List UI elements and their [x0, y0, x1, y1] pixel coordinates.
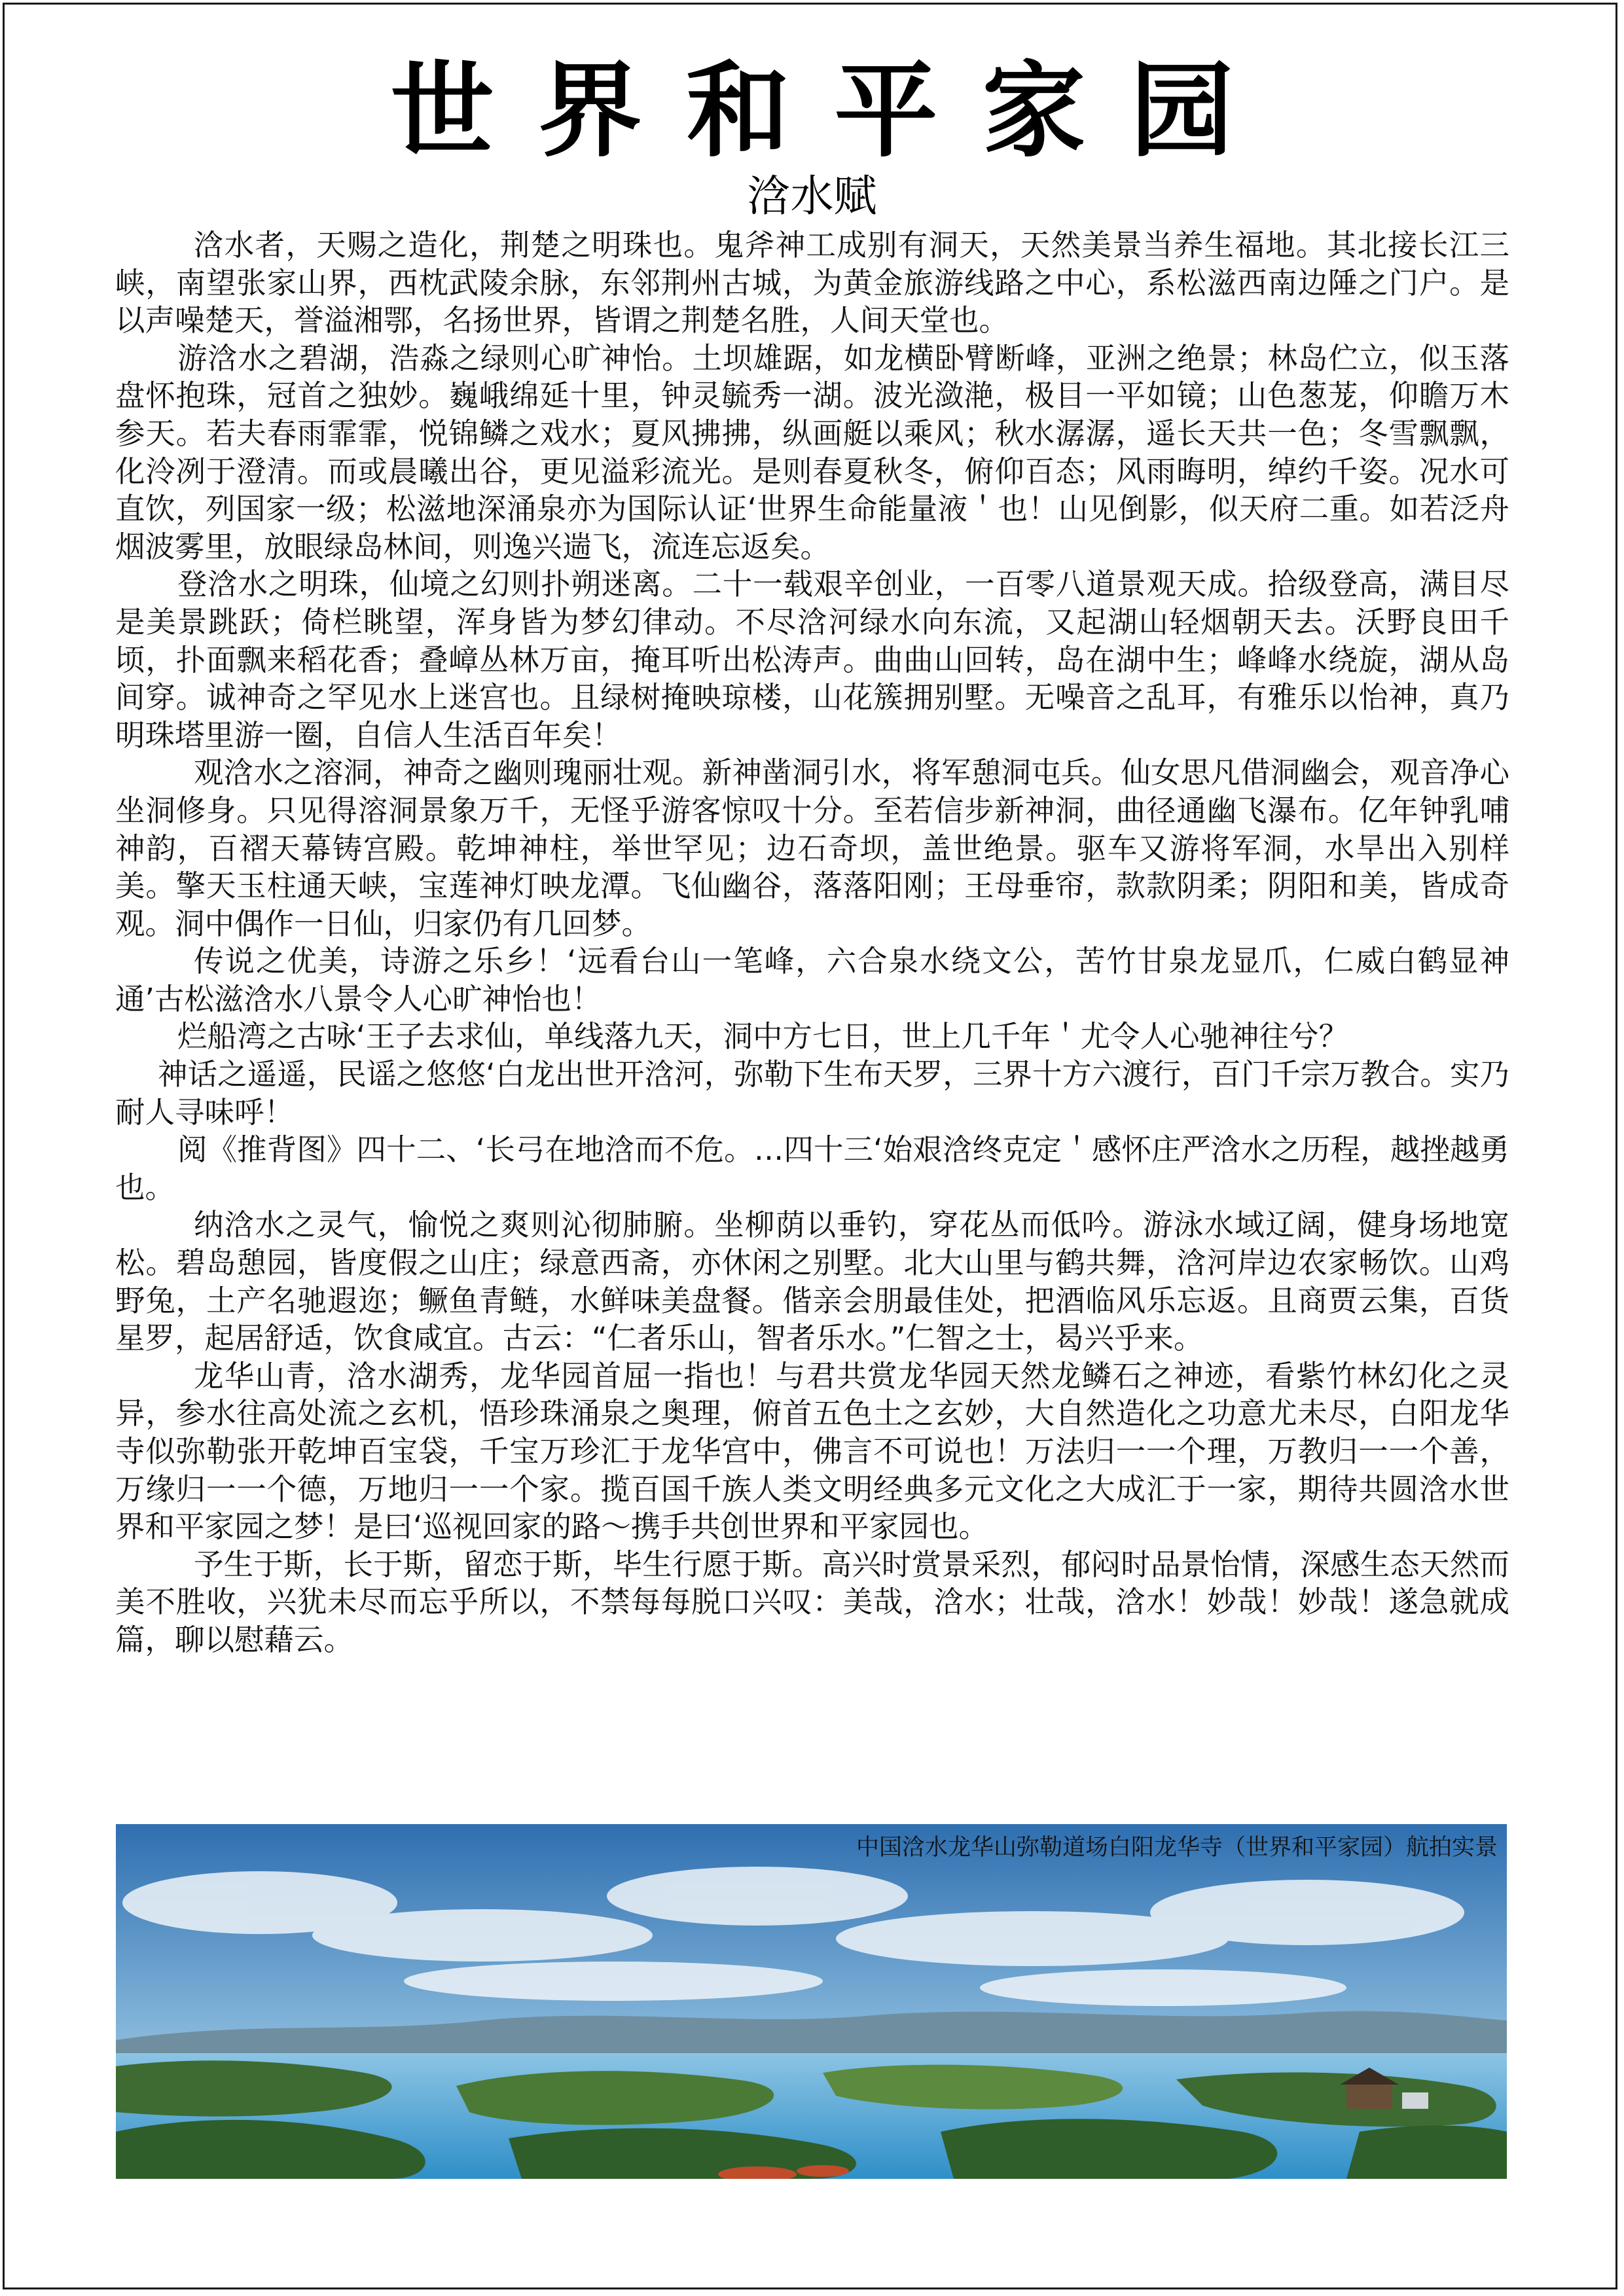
- essay-paragraph: 游浛水之碧湖，浩淼之绿则心旷神怡。土坝雄踞，如龙横卧臂断峰，亚洲之绝景；林岛伫立，似玉落盘怀抱珠，冠首之独妙。巍峨绵延十里，钟灵毓秀一湖。波光潋滟，极目一平如镜；山色葱茏，仰瞻万木参天。若夫春雨霏霏，悦锦鳞之戏水；夏风拂拂，纵画艇以乘风；秋水潺潺，遥长天共一色；冬雪飘飘，化泠冽于澄清。而或晨曦出谷，更见溢彩流光。是则春夏秋冬，俯仰百态；风雨晦明，绰约千姿。况水可直饮，列国家一级；松滋地深涌泉亦为国际认证‘世界生命能量液＇也！山见倒影，似天府二重。如若泛舟烟波雾里，放眼绿岛林间，则逸兴遄飞，流连忘返矣。: [115, 340, 1509, 564]
- essay-paragraph: 浛水者，天赐之造化，荆楚之明珠也。鬼斧神工成别有洞天，天然美景当养生福地。其北接长江三峡，南望张家山界，西枕武陵余脉，东邻荆州古城，为黄金旅游线路之中心，系松滋西南边陲之门户。是以声噪楚天，誉溢湘鄂，名扬世界，皆谓之荆楚名胜，人间天堂也。: [115, 228, 1509, 338]
- page-title: 世界和平家园: [390, 50, 1278, 171]
- essay-paragraph: 登浛水之明珠，仙境之幻则扑朔迷离。二十一载艰辛创业，一百零八道景观天成。拾级登高，满目尽是美景跳跃；倚栏眺望，浑身皆为梦幻律动。不尽浛河绿水向东流，又起湖山轻烟朝天去。沃野良田千顷，扑面飘来稻花香；叠嶂丛林万亩，掩耳听出松涛声。曲曲山回转，岛在湖中生；峰峰水绕旋，湖从岛间穿。诚神奇之罕见水上迷宫也。且绿树掩映琼楼，山花簇拥别墅。无噪音之乱耳，有雅乐以怡神，真乃明珠塔里游一圈，自信人生活百年矣！: [115, 567, 1509, 753]
- essay-paragraph: 观浛水之溶洞，神奇之幽则瑰丽壮观。新神凿洞引水，将军憩洞屯兵。仙女思凡借洞幽会，观音净心坐洞修身。只见得溶洞景象万千，无怪乎游客惊叹十分。至若信步新神洞，曲径通幽飞瀑布。亿年钟乳哺神韵，百褶天幕铸宫殿。乾坤神柱，举世罕见；边石奇坝，盖世绝景。驱车又游将军洞，水旱出入别样美。擎天玉柱通天峡，宝莲神灯映龙潭。飞仙幽谷，落落阳刚；王母垂帘，款款阴柔；阴阳和美，皆成奇观。洞中偶作一日仙，归家仍有几回梦。: [115, 755, 1509, 941]
- essay-paragraph: 阅《推背图》四十二、‘长弓在地浛而不危。…四十三‘始艰浛终克定＇感怀庄严浛水之历程，越挫越勇也。: [115, 1132, 1509, 1205]
- essay-body: [115, 226, 1509, 1797]
- essay-paragraph: 传说之优美，诗游之乐乡！‘远看台山一笔峰，六合泉水绕文公，苦竹甘泉龙显爪，仁威白鹤显神通’古松滋浛水八景令人心旷神怡也！: [115, 944, 1509, 1016]
- aerial-landscape-illustration: [116, 1824, 1507, 2179]
- essay-paragraph: 予生于斯，长于斯，留恋于斯，毕生行愿于斯。高兴时赏景采烈，郁闷时品景怡情，深感生态天然而美不胜收，兴犹未尽而忘乎所以，不禁每每脱口兴叹：美哉，浛水；壮哉，浛水！妙哉！妙哉！遂急就成篇，聊以慰藉云。: [115, 1547, 1509, 1657]
- essay-paragraph: 纳浛水之灵气，愉悦之爽则沁彻肺腑。坐柳荫以垂钓，穿花丛而低吟。游泳水域辽阔，健身场地宽松。碧岛憩园，皆度假之山庄；绿意西斋，亦休闲之别墅。北大山里与鹤共舞，浛河岸边农家畅饮。山鸡野兔，土产名驰遐迩；鳜鱼青鲢，水鲜味美盘餐。偕亲会朋最佳处，把酒临风乐忘返。且商贾云集，百货星罗，起居舒适，饮食咸宜。古云：“仁者乐山，智者乐水。”仁智之士，曷兴乎来。: [115, 1208, 1509, 1356]
- essay-paragraph: 烂船湾之古咏‘王子去求仙，单线落九天，洞中方七日，世上几千年＇尤令人心驰神往兮？: [177, 1019, 1348, 1054]
- aerial-lake-photo: [116, 1824, 1507, 2179]
- essay-paragraph: 神话之遥遥，民谣之悠悠‘白龙出世开浛河，弥勒下生布天罗，三界十方六渡行，百门千宗万教合。实乃耐人寻味呼！: [115, 1057, 1509, 1130]
- essay-paragraph: 龙华山青，浛水湖秀，龙华园首屈一指也！与君共赏龙华园天然龙鳞石之神迹，看紫竹林幻化之灵异，参水往高处流之玄机，悟珍珠涌泉之奥理，俯首五色土之玄妙，大自然造化之功意尤未尽，白阳龙华寺似弥勒张开乾坤百宝袋，千宝万珍汇于龙华宫中，佛言不可说也！万法归一一个理，万教归一一个善，万缘归一一个德，万地归一一个家。揽百国千族人类文明经典多元文化之大成汇于一家，期待共圆浛水世界和平家园之梦！是曰‘巡视回家的路～携手共创世界和平家园也。: [115, 1358, 1509, 1545]
- essay-subtitle: 浛水赋: [747, 171, 877, 221]
- photo-caption: 中国浛水龙华山弥勒道场白阳龙华寺（世界和平家园）航拍实景: [856, 1835, 1498, 1861]
